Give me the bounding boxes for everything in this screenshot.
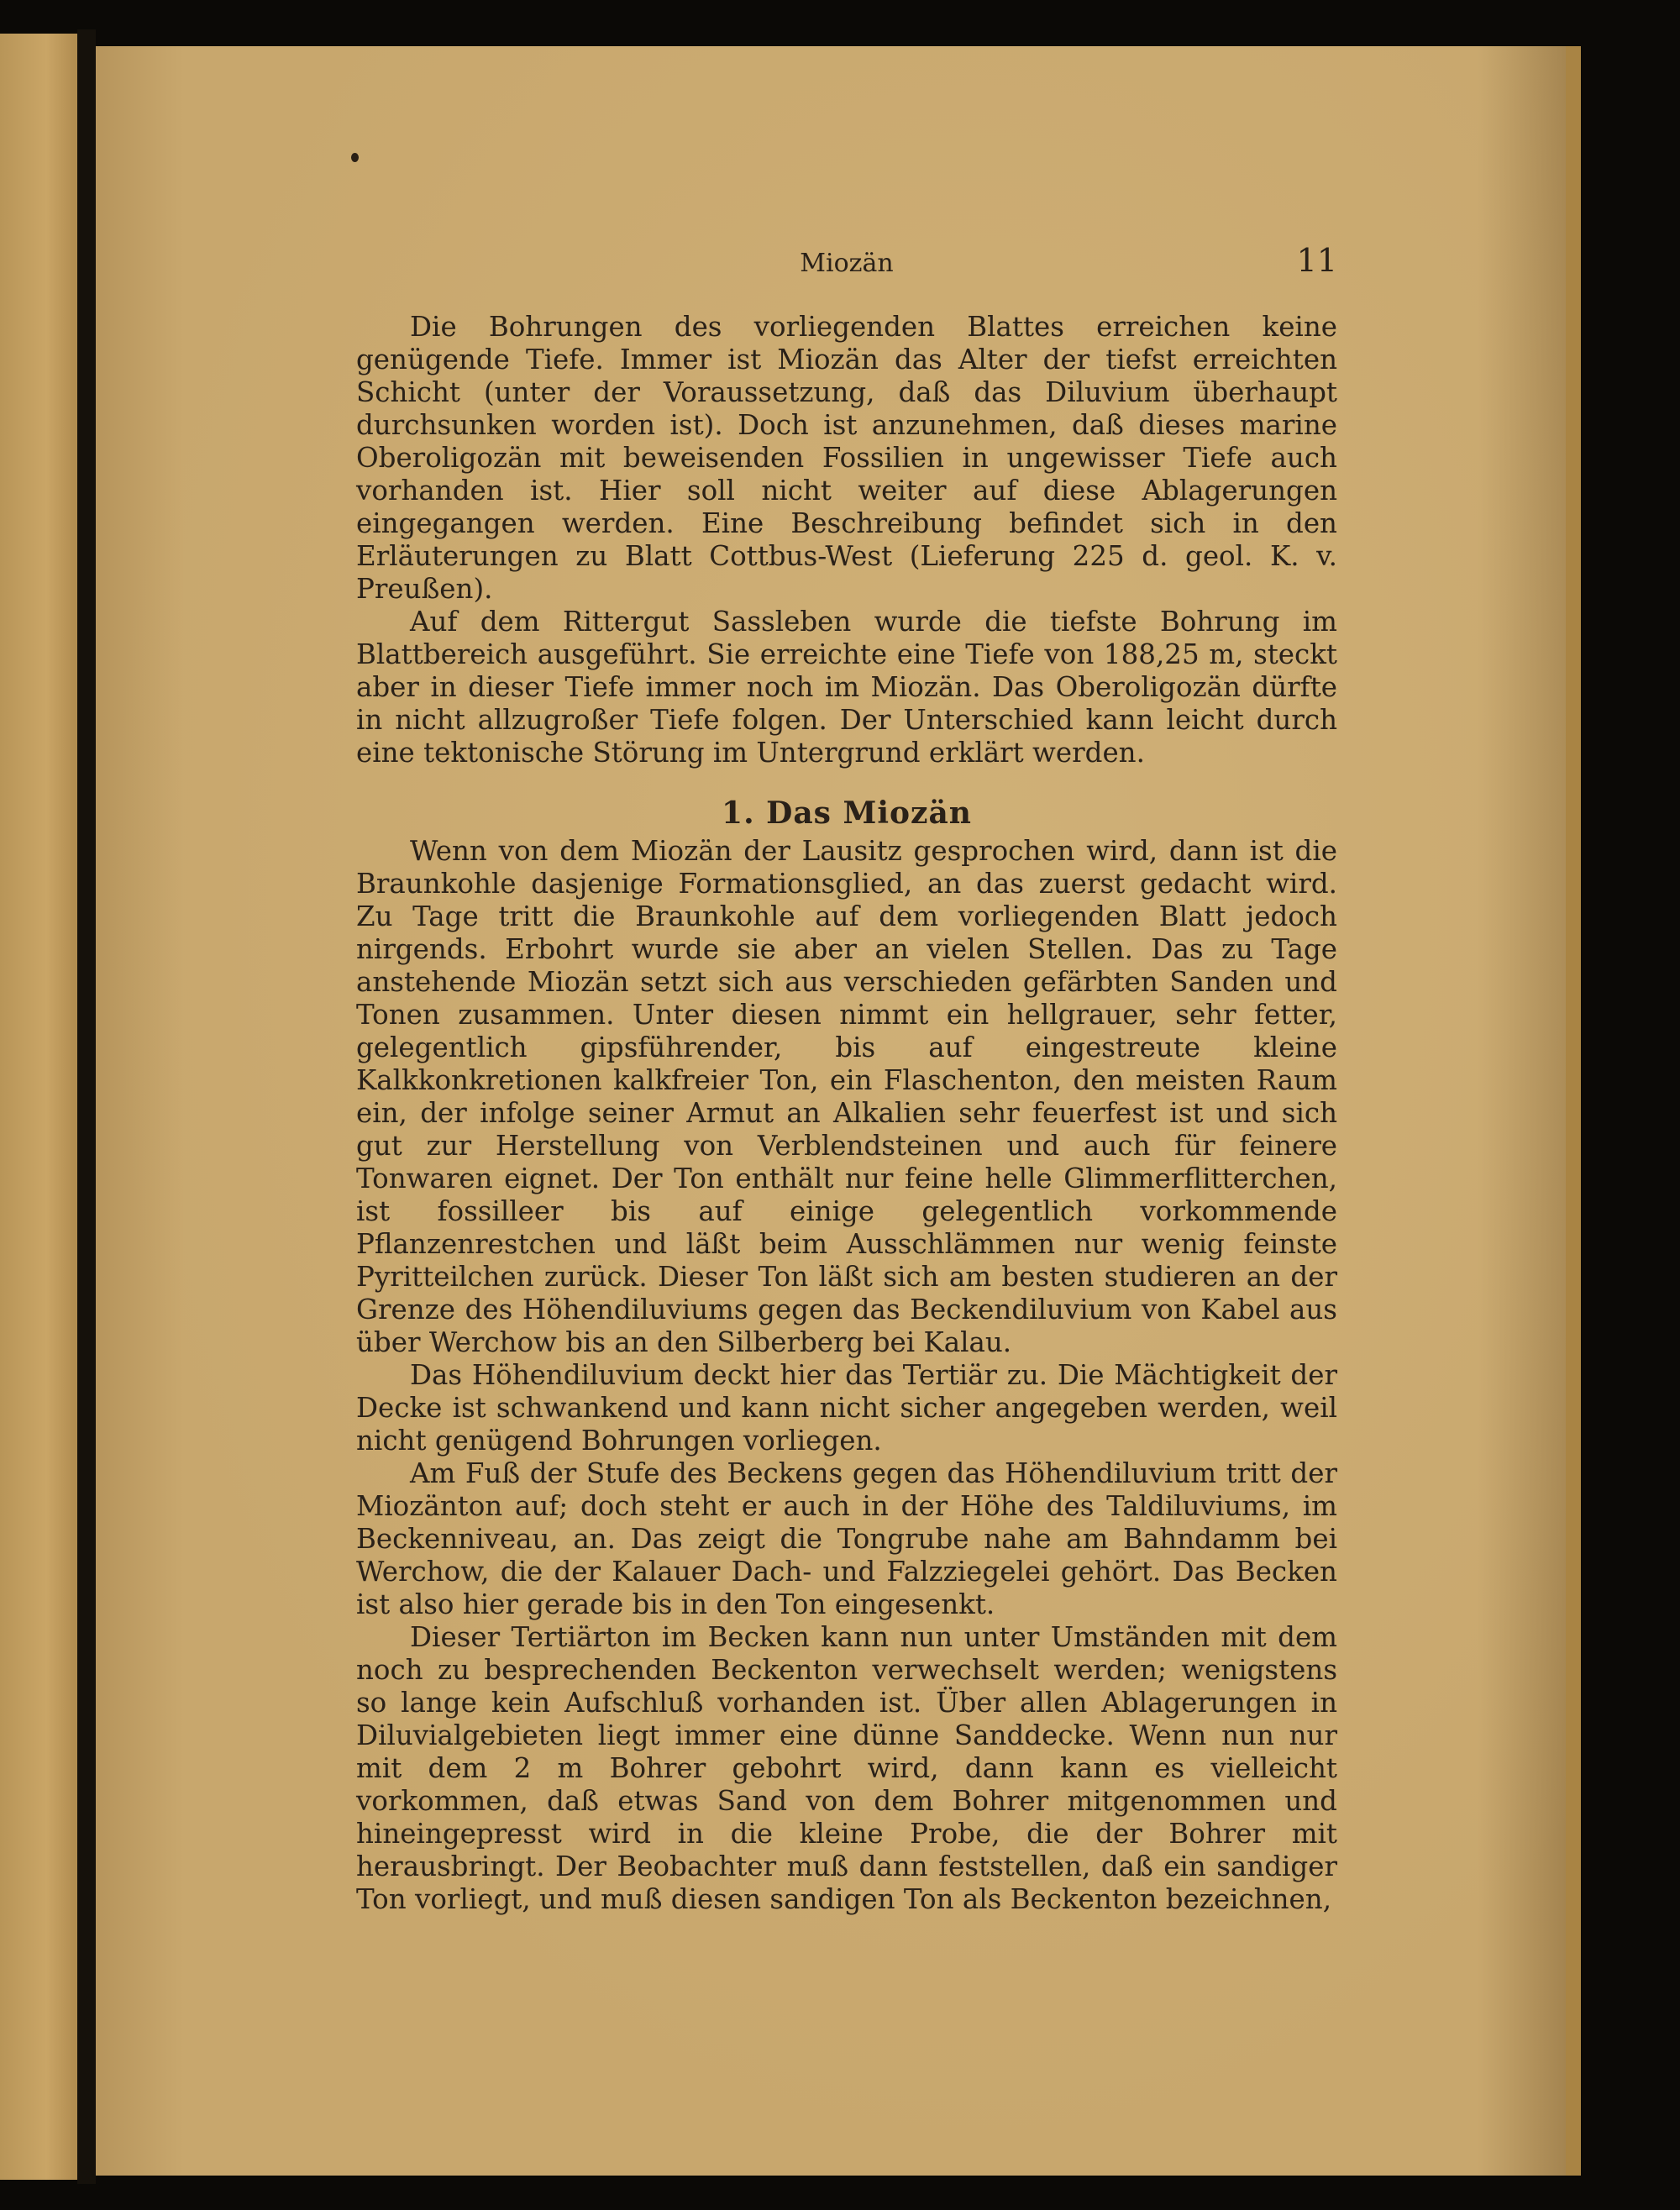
- book-gutter: [77, 29, 96, 2184]
- section-heading: 1. Das Miozän: [722, 795, 972, 831]
- page-header: [356, 242, 1337, 284]
- paragraph: Die Bohrungen des vorliegenden Blattes erreichen keine genügende Tiefe. Immer ist Miozän das Alter der tiefst erreichten Schicht (unter der Voraussetzung, daß das Diluvium überhaupt durchsunken worden ist). Doch ist anzunehmen, daß dieses marine Oberoligozän mit beweisenden Fossilien in ungewisser Tiefe auch vorhanden ist. Hier soll nicht weiter auf diese Ablagerungen eingegangen werden. Eine Beschreibung befindet sich in den Erläuterungen zu Blatt Cottbus-West (Lieferung 225 d. geol. K. v. Preußen).: [356, 311, 1337, 605]
- paragraph: Am Fuß der Stufe des Beckens gegen das Höhendiluvium tritt der Miozänton auf; doch steht er auch in der Höhe des Taldiluviums, im Beckenniveau, an. Das zeigt die Tongrube nahe am Bahndamm bei Werchow, die der Kalauer Dach- und Falzziegelei gehört. Das Becken ist also hier gerade bis in den Ton eingesenkt.: [356, 1457, 1337, 1620]
- paragraph: Dieser Tertiärton im Becken kann nun unter Umständen mit dem noch zu besprechenden Beckenton verwechselt werden; wenigstens so lange kein Aufschluß vorhanden ist. Über allen Ablagerungen in Diluvialgebieten liegt immer eine dünne Sanddecke. Wenn nun nur mit dem 2 m Bohrer gebohrt wird, dann kann es vielleicht vorkommen, daß etwas Sand von dem Bohrer mitgenommen und hineingepresst wird in die kleine Probe, die der Bohrer mit herausbringt. Der Beobachter muß dann feststellen, daß ein sandiger Ton vorliegt, und muß diesen sandigen Ton als Beckenton bezeichnen,: [356, 1621, 1337, 1915]
- running-title: Miozän: [800, 249, 894, 278]
- paragraph: Das Höhendiluvium deckt hier das Tertiär zu. Die Mächtigkeit der Decke ist schwankend und kann nicht sicher angegeben werden, weil nicht genügend Bohrungen vorliegen.: [356, 1359, 1337, 1457]
- paragraph: Auf dem Rittergut Sassleben wurde die tiefste Bohrung im Blattbereich ausgeführt. Sie erreichte eine Tiefe von 188,25 m, steckt aber in dieser Tiefe immer noch im Miozän. Das Oberoligozän dürfte in nicht allzugroßer Tiefe folgen. Der Unterschied kann leicht durch eine tektonische Störung im Untergrund erklärt werden.: [356, 606, 1337, 769]
- body-text: [356, 311, 1337, 1916]
- page-stack-edge: [1566, 46, 1581, 2176]
- ink-speck: [351, 153, 359, 162]
- facing-page-edge: [0, 34, 77, 2180]
- paragraph: Wenn von dem Miozän der Lausitz gesprochen wird, dann ist die Braunkohle dasjenige Formationsglied, an das zuerst gedacht wird. Zu Tage tritt die Braunkohle auf dem vorliegenden Blatt jedoch nirgends. Erbohrt wurde sie aber an vielen Stellen. Das zu Tage anstehende Miozän setzt sich aus verschieden gefärbten Sanden und Tonen zusammen. Unter diesen nimmt ein hellgrauer, sehr fetter, gelegentlich gipsführender, bis auf eingestreute kleine Kalkkonkretionen kalkfreier Ton, ein Flaschenton, den meisten Raum ein, der infolge seiner Armut an Alkalien sehr feuerfest ist und sich gut zur Herstellung von Verblendsteinen und auch für feinere Tonwaren eignet. Der Ton enthält nur feine helle Glimmerflitterchen, ist fossilleer bis auf einige gelegentlich vorkommende Pflanzenrestchen und läßt beim Ausschlämmen nur wenig feinste Pyritteilchen zurück. Dieser Ton läßt sich am besten studieren an der Grenze des Höhendiluviums gegen das Beckendiluvium von Kabel aus über Werchow bis an den Silberberg bei Kalau.: [356, 835, 1337, 1358]
- page-number: 11: [1296, 242, 1337, 279]
